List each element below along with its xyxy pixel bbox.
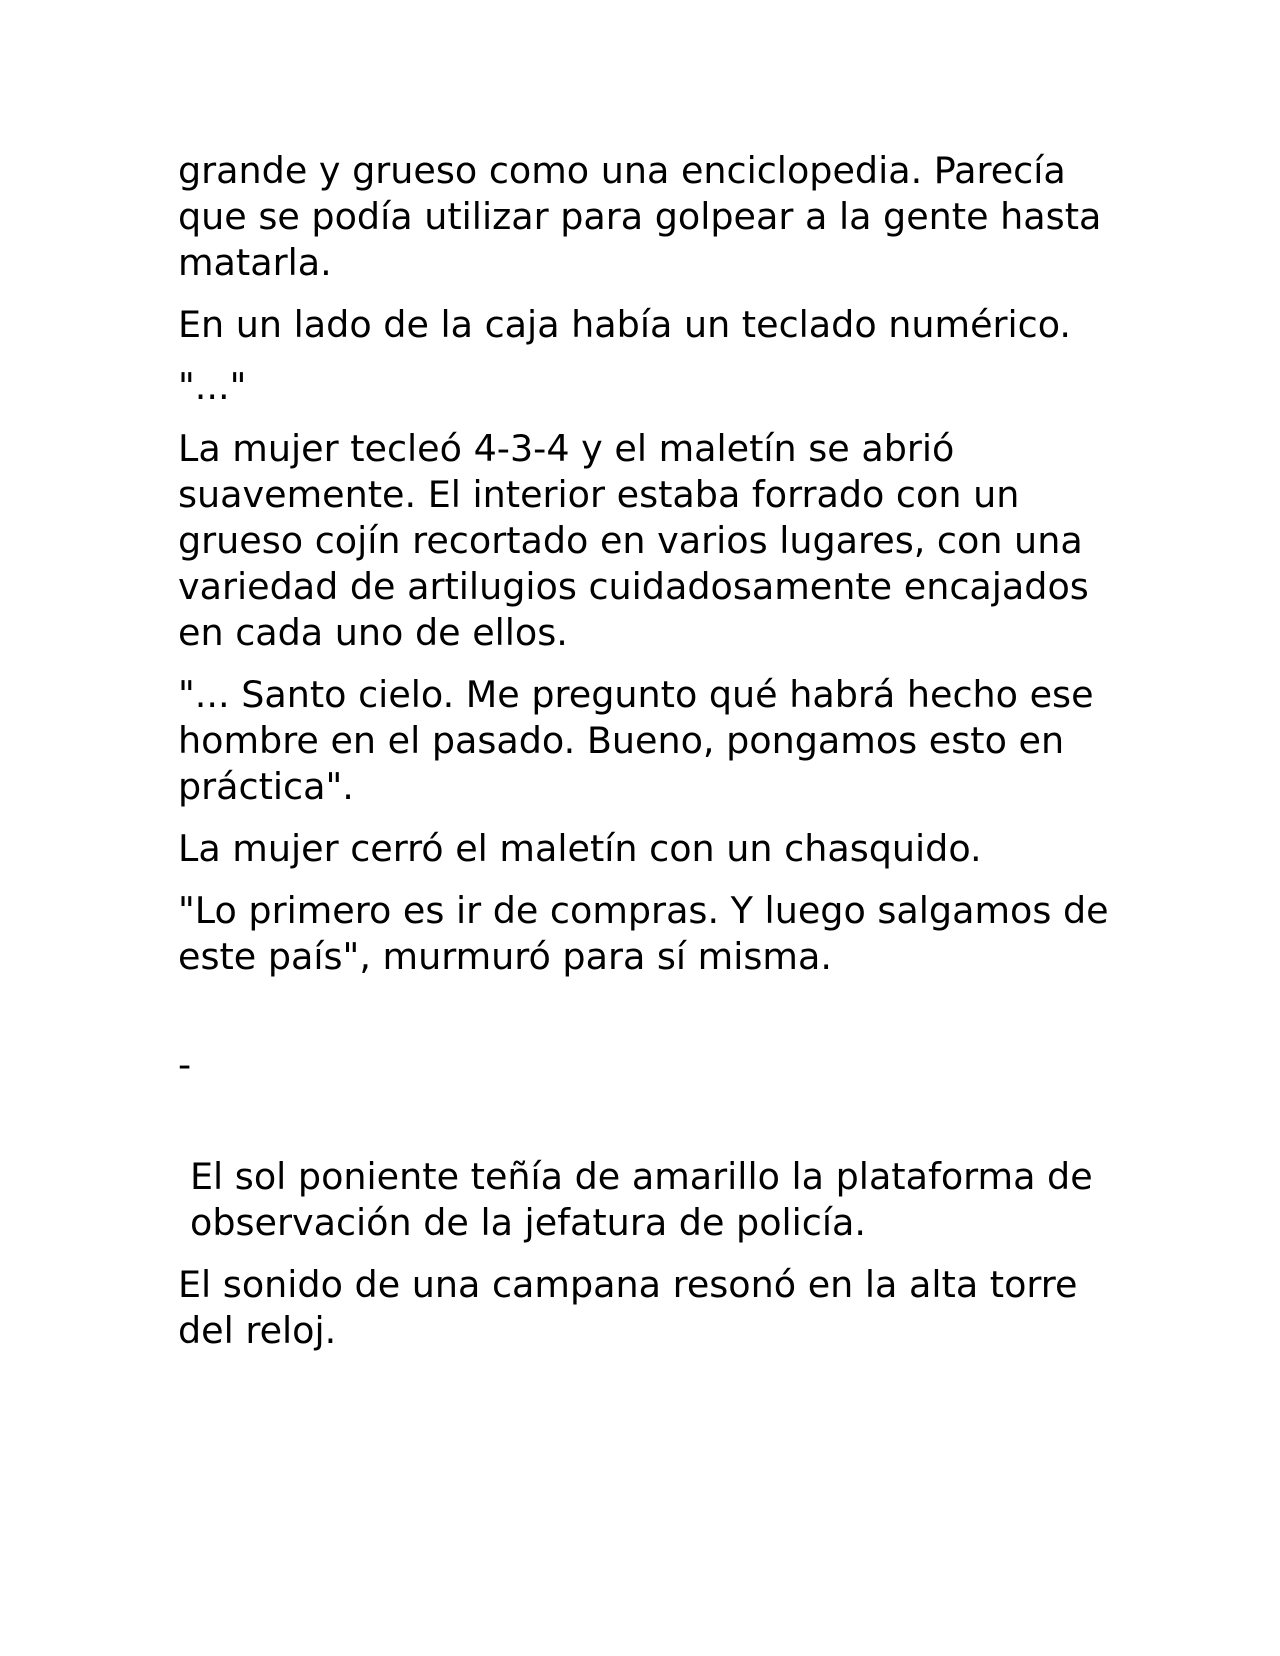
- paragraph-6: La mujer cerró el maletín con un chasquido.: [178, 827, 982, 870]
- paragraph-3: "...": [178, 365, 247, 408]
- paragraph-9: El sonido de una campana resonó en la alta torre del reloj.: [178, 1263, 1078, 1352]
- paragraph-2: En un lado de la caja había un teclado numérico.: [178, 303, 1072, 346]
- paragraph-1: grande y grueso como una enciclopedia. Parecía que se podía utilizar para golpear a la gente hasta matarla.: [178, 149, 1102, 284]
- section-gap: [178, 1088, 1118, 1154]
- section-separator: -: [178, 1043, 192, 1086]
- document-page: [178, 148, 1118, 1370]
- paragraph-8: El sol poniente teñía de amarillo la plataforma de observación de la jefatura de policía.: [190, 1155, 1093, 1244]
- paragraph-7: "Lo primero es ir de compras. Y luego salgamos de este país", murmuró para sí misma.: [178, 889, 1109, 978]
- paragraph-5: "... Santo cielo. Me pregunto qué habrá hecho ese hombre en el pasado. Bueno, pongamos esto en práctica".: [178, 673, 1094, 808]
- paragraph-4: La mujer tecleó 4-3-4 y el maletín se abrió suavemente. El interior estaba forrado con un grueso cojín recortado en varios lugares, con una variedad de artilugios cuidadosamente encajados en cada uno de ellos.: [178, 427, 1089, 654]
